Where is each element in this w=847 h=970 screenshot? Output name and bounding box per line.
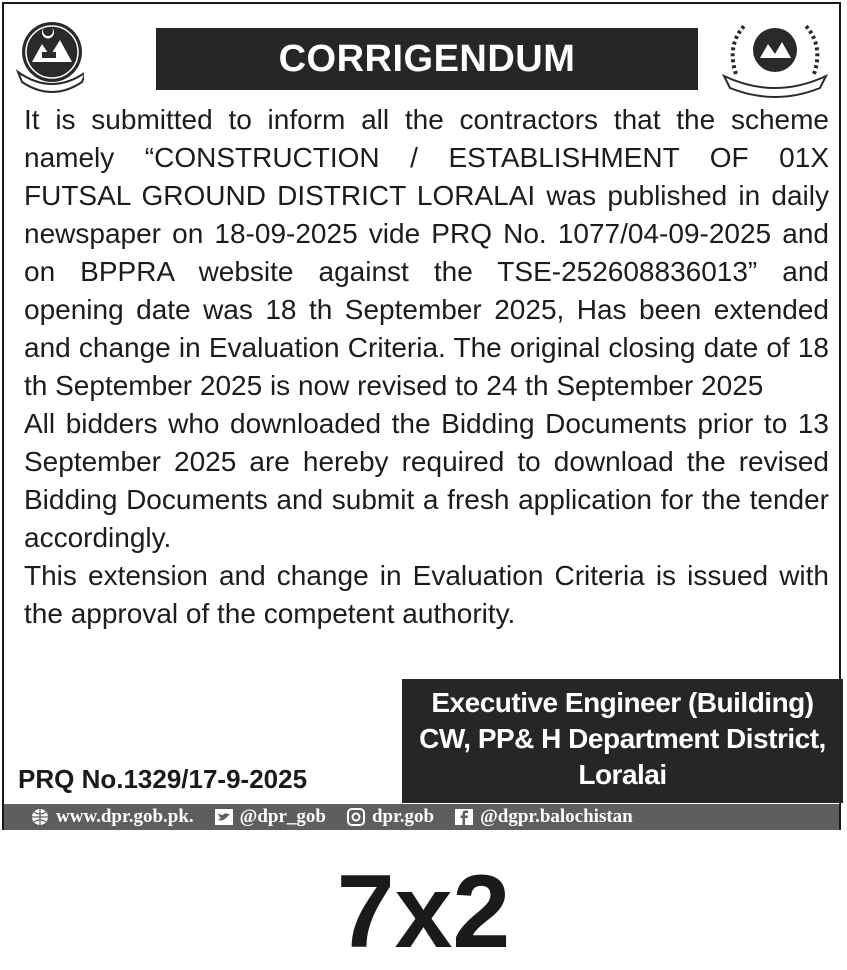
twitter-icon: [214, 808, 234, 826]
footer-bar: [4, 804, 839, 830]
signature-block: [402, 679, 843, 803]
facebook-handle[interactable]: @dgpr.balochistan: [480, 806, 633, 827]
prq-number: PRQ No.1329/17-9-2025: [18, 764, 308, 794]
instagram-icon: [346, 808, 366, 826]
balochistan-emblem-icon: [14, 18, 84, 94]
signature-department: CW, PP& H Department District,: [419, 723, 826, 754]
twitter-handle[interactable]: @dpr_gob: [239, 806, 326, 827]
footer-instagram[interactable]: [346, 806, 434, 828]
footer-twitter[interactable]: [214, 806, 326, 828]
notice-body: [24, 101, 829, 633]
website-link[interactable]: www.dpr.gob.pk.: [56, 806, 194, 827]
notice-paragraph: All bidders who downloaded the Bidding Documents prior to 13 September 2025 are hereby required to download the revised Bidding Documents and submit a fresh application for the tender accordingly.: [24, 408, 829, 553]
footer-website[interactable]: [30, 806, 194, 828]
ad-size-label: 7x2: [336, 854, 511, 970]
globe-icon: [30, 808, 50, 826]
notice-paragraph: It is submitted to inform all the contractors that the scheme namely “CONSTRUCTION / ESTABLISHMENT OF 01X FUTSAL GROUND DISTRICT LORALAI was published in daily newspaper on 18-09-2025 vide PRQ No. 1077/04-09-2025 and on BPPRA website against the TSE-252608836013” and opening date was 18 th September 2025, Has been extended and change in Evaluation Criteria. The original closing date of 18 th September 2025 is now revised to 24 th September 2025: [24, 104, 829, 401]
facebook-icon: [454, 808, 474, 826]
advertisement-frame: [2, 2, 841, 830]
signature-title: Executive Engineer (Building): [431, 687, 814, 718]
notice-paragraph: This extension and change in Evaluation Criteria is issued with the approval of the competent authority.: [24, 560, 829, 629]
government-seal-icon: [716, 14, 834, 98]
footer-facebook[interactable]: [454, 806, 633, 828]
instagram-handle[interactable]: dpr.gob: [371, 806, 435, 827]
page-title: CORRIGENDUM: [156, 28, 698, 90]
signature-district: Loralai: [578, 759, 667, 790]
